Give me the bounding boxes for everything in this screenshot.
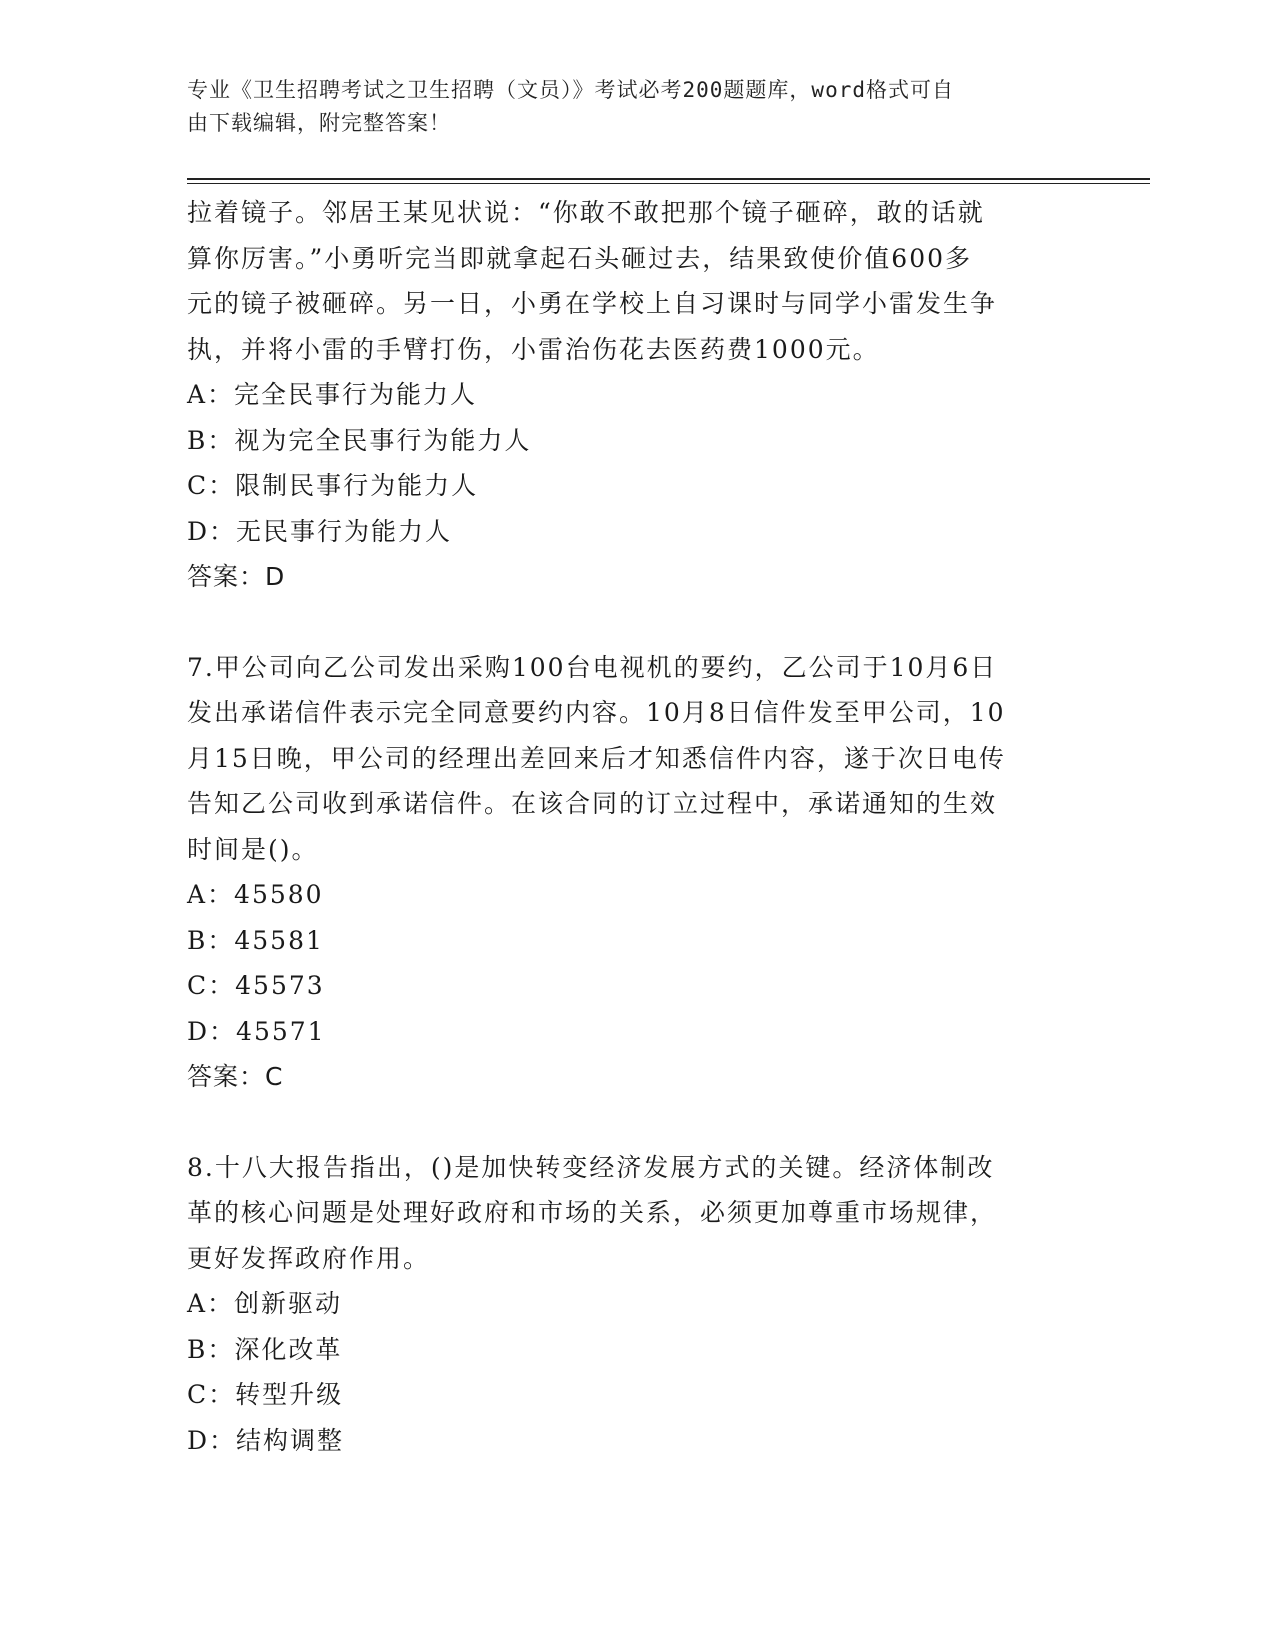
- option-b: B：45581: [187, 925, 324, 955]
- question-text-line: 算你厉害。”小勇听完当即就拿起石头砸过去，结果致使价值600多: [187, 243, 973, 273]
- header-rule-thin: [187, 183, 1150, 184]
- option-c: C：限制民事行为能力人: [187, 471, 479, 500]
- question-8: [187, 1145, 1067, 1464]
- header-rule-thick: [187, 178, 1150, 180]
- header-line-2: 由下载编辑，附完整答案！: [187, 111, 451, 135]
- question-text-line: 月15日晚，甲公司的经理出差回来后才知悉信件内容，遂于次日电传: [187, 743, 1006, 773]
- question-7: [187, 645, 1067, 1100]
- option-d: D：45571: [187, 1016, 326, 1046]
- option-b: B：视为完全民事行为能力人: [187, 425, 532, 455]
- option-d: D：无民事行为能力人: [187, 516, 453, 546]
- question-text-line: 执，并将小雷的手臂打伤，小雷治伤花去医药费1000元。: [187, 334, 880, 364]
- option-b: B：深化改革: [187, 1334, 343, 1364]
- question-text-line: 7.甲公司向乙公司发出采购100台电视机的要约，乙公司于10月6日: [187, 652, 998, 682]
- question-text-line: 拉着镜子。邻居王某见状说：“你敢不敢把那个镜子砸碎，敢的话就: [187, 198, 985, 227]
- answer-line: 答案：D: [187, 562, 286, 591]
- option-c: C：转型升级: [187, 1380, 344, 1409]
- question-text-line: 时间是()。: [187, 834, 319, 864]
- section-gap: [187, 1100, 1067, 1145]
- answer-line: 答案：C: [187, 1062, 284, 1091]
- header-line-1: 专业《卫生招聘考试之卫生招聘（文员）》考试必考200题题库，word格式可自: [187, 78, 954, 102]
- option-a: A：创新驱动: [187, 1289, 343, 1318]
- option-c: C：45573: [187, 971, 325, 1000]
- document-header: [187, 74, 1067, 140]
- question-6-continued: [187, 190, 1067, 600]
- question-text-line: 元的镜子被砸碎。另一日，小勇在学校上自习课时与同学小雷发生争: [187, 289, 998, 318]
- document-body: [187, 190, 1067, 1463]
- question-text-line: 8.十八大报告指出，()是加快转变经济发展方式的关键。经济体制改: [187, 1152, 995, 1182]
- question-text-line: 更好发挥政府作用。: [187, 1243, 431, 1273]
- option-d: D：结构调整: [187, 1425, 345, 1455]
- option-a: A：45580: [187, 880, 324, 909]
- option-a: A：完全民事行为能力人: [187, 380, 478, 409]
- question-text-line: 革的核心问题是处理好政府和市场的关系，必须更加尊重市场规律，: [187, 1198, 998, 1227]
- question-text-line: 告知乙公司收到承诺信件。在该合同的订立过程中，承诺通知的生效: [187, 789, 998, 818]
- question-text-line: 发出承诺信件表示完全同意要约内容。10月8日信件发至甲公司，10: [187, 698, 1006, 727]
- section-gap: [187, 600, 1067, 645]
